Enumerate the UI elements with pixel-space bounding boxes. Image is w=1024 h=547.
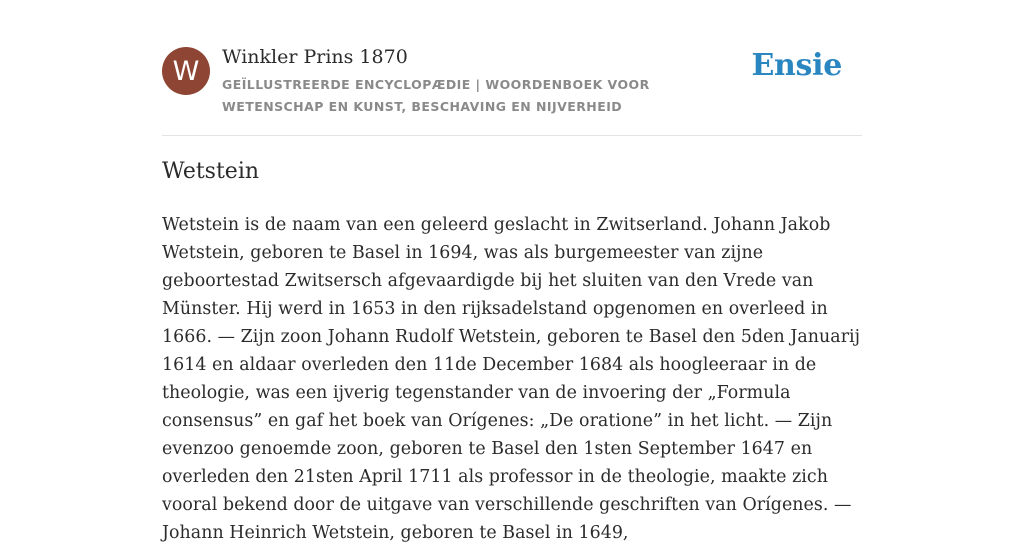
- article-body: Wetstein is de naam van een geleerd geslacht in Zwitserland. Johann Jakob Wetstein, geboren te Basel in 1694, was als burgemeester van zijne geboortestad Zwitsersch afgevaardigde bij het sluiten van den Vrede van Münster. Hij werd in 1653 in den rijksadelstand opgenomen en overleed in 1666. — Zijn zoon Johann Rudolf Wetstein, geboren te Basel den 5den Januarij 1614 en aldaar overleden den 11de December 1684 als hoogleeraar in de theologie, was een ijverig tegenstander van de invoering der „Formula consensus” en gaf het boek van Orígenes: „De oratione” in het licht. — Zijn evenzoo genoemde zoon, geboren te Basel den 1sten September 1647 en overleden den 21sten April 1711 als professor in de theologie, maakte zich vooral bekend door de uitgave van verschillende geschriften van Orígenes. — Johann Heinrich Wetstein, geboren te Basel in 1649,: [162, 215, 861, 543]
- header-divider: [162, 135, 862, 136]
- source-header: [162, 44, 862, 136]
- article-title: Wetstein: [162, 159, 260, 184]
- brand-logo[interactable]: Ensie: [751, 48, 842, 83]
- avatar[interactable]: W: [162, 47, 210, 95]
- source-title[interactable]: Winkler Prins 1870: [222, 46, 408, 68]
- source-subtitle: GEÏLLUSTREERDE ENCYCLOPÆDIE | WOORDENBOEK VOOR WETENSCHAP EN KUNST, BESCHAVING EN NIJVERHEID: [222, 77, 650, 114]
